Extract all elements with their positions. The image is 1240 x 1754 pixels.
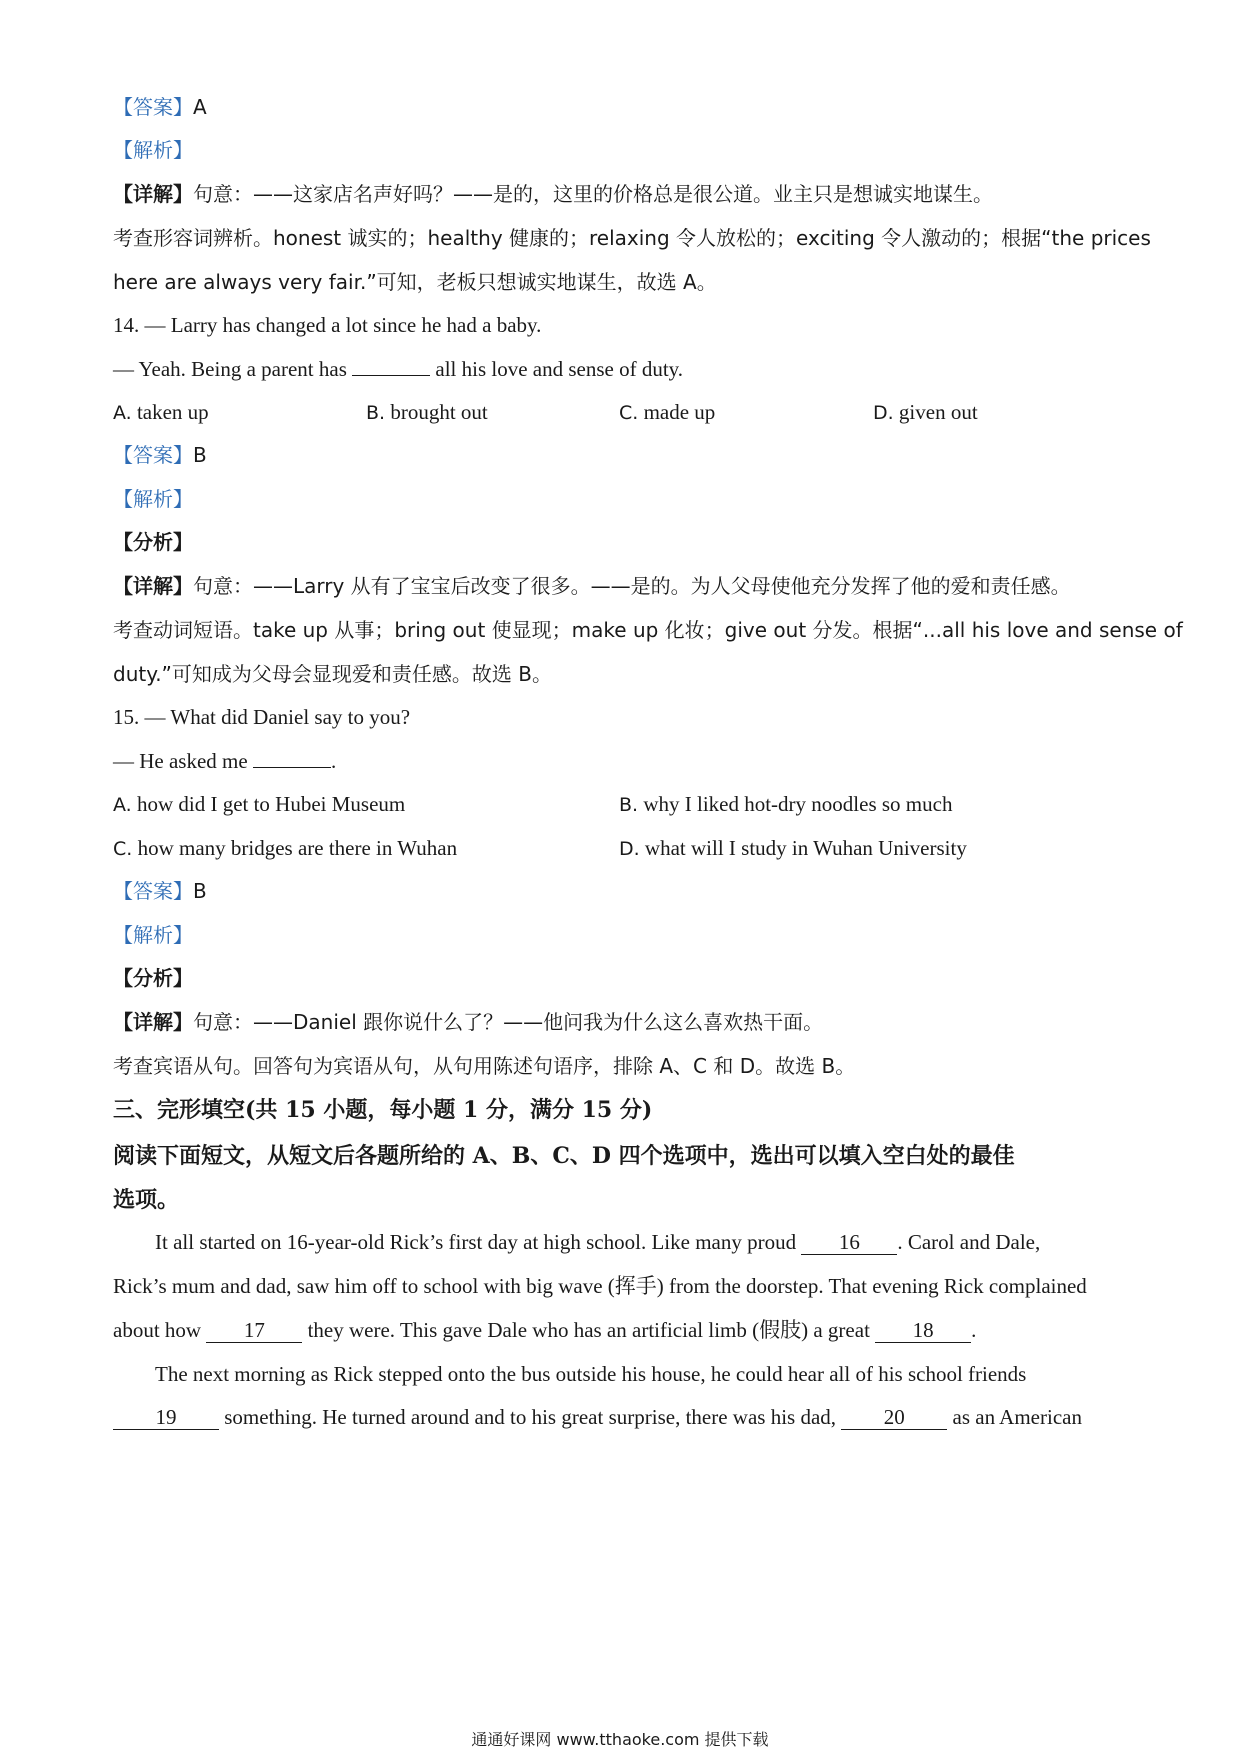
q14-detail bbox=[113, 572, 1071, 600]
blank-19: 19 bbox=[113, 1405, 219, 1430]
passage-p2-line-2 bbox=[113, 1403, 1082, 1431]
q15-explain-line-1: 考查宾语从句。回答句为宾语从句，从句用陈述句语序，排除 A、C 和 D。故选 B。 bbox=[113, 1054, 856, 1078]
section-heading: 三、完形填空(共 15 小题，每小题 1 分，满分 15 分) bbox=[113, 1097, 653, 1123]
answer-value: B bbox=[193, 879, 207, 903]
q14-option-b: B. brought out bbox=[366, 400, 488, 424]
q14-option-a: A. taken up bbox=[113, 400, 209, 424]
passage-text: they were. This gave Dale who has an artificial limb (假肢) a great bbox=[307, 1318, 870, 1342]
passage-text: . Carol and Dale, bbox=[897, 1230, 1041, 1254]
q15-option-d: D. what will I study in Wuhan University bbox=[619, 836, 967, 860]
q14-option-c: C. made up bbox=[619, 400, 716, 424]
q15-question-line-2 bbox=[113, 747, 336, 775]
passage-text: about how bbox=[113, 1318, 202, 1342]
q14-breakdown-tag: 【分析】 bbox=[113, 530, 193, 554]
q13-explain-line-1: 考查形容词辨析。honest 诚实的；healthy 健康的；relaxing 令人放松的；exciting 令人激动的；根据“the prices bbox=[113, 226, 1151, 250]
q15-option-c: C. how many bridges are there in Wuhan bbox=[113, 836, 458, 860]
q14-stem-a: — Yeah. Being a parent has bbox=[113, 357, 347, 381]
passage-text: . bbox=[971, 1318, 977, 1342]
answer-tag: 【答案】 bbox=[113, 879, 193, 903]
q13-analysis-tag: 【解析】 bbox=[113, 138, 193, 162]
passage-p2-line-1: The next morning as Rick stepped onto the bus outside his house, he could hear all of his school friends bbox=[155, 1362, 1027, 1386]
passage-text: something. He turned around and to his great surprise, there was his dad, bbox=[224, 1405, 837, 1429]
q14-blank bbox=[352, 375, 430, 376]
q15-detail bbox=[113, 1008, 823, 1036]
blank-17: 17 bbox=[206, 1318, 302, 1343]
detail-text: 句意：——Larry 从有了宝宝后改变了很多。——是的。为人父母使他充分发挥了他的爱和责任感。 bbox=[193, 574, 1071, 598]
answer-value: B bbox=[193, 443, 207, 467]
q14-stem-b: all his love and sense of duty. bbox=[435, 357, 684, 381]
answer-tag: 【答案】 bbox=[113, 95, 193, 119]
blank-18: 18 bbox=[875, 1318, 971, 1343]
answer-value: A bbox=[193, 95, 207, 119]
q13-answer bbox=[113, 93, 207, 121]
passage-text: as an American bbox=[952, 1405, 1082, 1429]
q15-breakdown-tag: 【分析】 bbox=[113, 966, 193, 990]
detail-text: 句意：——Daniel 跟你说什么了？——他问我为什么这么喜欢热干面。 bbox=[193, 1010, 824, 1034]
detail-tag: 【详解】 bbox=[113, 182, 193, 206]
detail-tag: 【详解】 bbox=[113, 574, 193, 598]
detail-text: 句意：——这家店名声好吗？——是的，这里的价格总是很公道。业主只是想诚实地谋生。 bbox=[193, 182, 993, 206]
q14-question-line-2 bbox=[113, 355, 683, 383]
q15-blank bbox=[253, 767, 331, 768]
q14-option-d: D. given out bbox=[873, 400, 978, 424]
blank-16: 16 bbox=[801, 1230, 897, 1255]
q15-stem-a: — He asked me bbox=[113, 749, 248, 773]
answer-tag: 【答案】 bbox=[113, 443, 193, 467]
passage-p1-line-3 bbox=[113, 1316, 976, 1344]
q14-explain-line-1: 考查动词短语。take up 从事；bring out 使显现；make up 化妆；give out 分发。根据“...all his love and sense of bbox=[113, 618, 1183, 642]
q13-explain-line-2: here are always very fair.”可知，老板只想诚实地谋生，故选 A。 bbox=[113, 270, 717, 294]
q13-detail bbox=[113, 180, 993, 208]
q15-analysis-tag: 【解析】 bbox=[113, 923, 193, 947]
q14-analysis-tag: 【解析】 bbox=[113, 487, 193, 511]
q15-answer bbox=[113, 877, 207, 905]
detail-tag: 【详解】 bbox=[113, 1010, 193, 1034]
passage-text: It all started on 16-year-old Rick’s first day at high school. Like many proud bbox=[155, 1230, 797, 1254]
section-instruction-line-1: 阅读下面短文，从短文后各题所给的 A、B、C、D 四个选项中，选出可以填入空白处的最佳 bbox=[113, 1143, 1015, 1169]
blank-20: 20 bbox=[841, 1405, 947, 1430]
footer-credit: 通通好课网 www.tthaoke.com 提供下载 bbox=[471, 1730, 769, 1749]
section-instruction-line-2: 选项。 bbox=[113, 1187, 180, 1213]
q15-option-b: B. why I liked hot-dry noodles so much bbox=[619, 792, 953, 816]
q14-question-line-1: 14. — Larry has changed a lot since he had a baby. bbox=[113, 313, 542, 337]
q15-question-line-1: 15. — What did Daniel say to you? bbox=[113, 705, 411, 729]
q14-explain-line-2: duty.”可知成为父母会显现爱和责任感。故选 B。 bbox=[113, 662, 552, 686]
q15-stem-b: . bbox=[330, 749, 337, 773]
passage-p1-line-1 bbox=[155, 1228, 1040, 1256]
passage-p1-line-2: Rick’s mum and dad, saw him off to school with big wave (挥手) from the doorstep. That evening Rick complained bbox=[113, 1274, 1087, 1298]
q14-answer bbox=[113, 441, 207, 469]
q15-option-a: A. how did I get to Hubei Museum bbox=[113, 792, 406, 816]
